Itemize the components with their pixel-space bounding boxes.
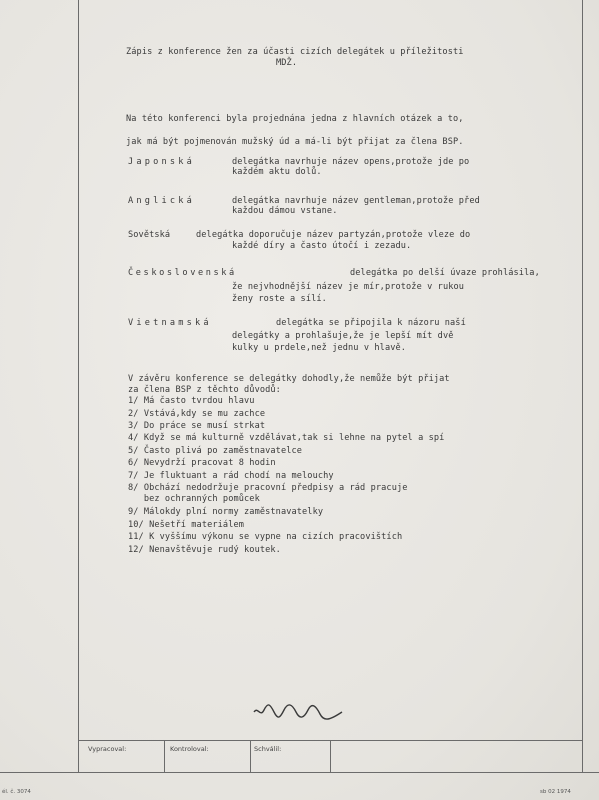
delegate-text-vietnam-3: kulky u prdele,než jednu v hlavě. bbox=[232, 343, 407, 353]
intro-line2: jak má být pojmenován mužský úd a má-li být přijat za člena BSP. bbox=[126, 137, 464, 147]
reason-item: 7/ Je fluktuant a rád chodí na melouchy bbox=[128, 471, 334, 481]
document-title-line1: Zápis z konference žen za účasti cizích delegátek u příležitosti bbox=[126, 47, 464, 57]
reason-item: 8/ Obchází nedodržuje pracovní předpisy a rád pracuje bbox=[128, 483, 408, 493]
delegate-nation-czechoslovakia: Československá bbox=[128, 268, 237, 278]
delegate-text-england-2: každou dámou vstane. bbox=[232, 206, 338, 216]
delegate-text-czechoslovakia-1: delegátka po delší úvaze prohlásila, bbox=[350, 268, 540, 278]
delegate-nation-vietnam: Vietnamská bbox=[128, 318, 212, 328]
conclusion-line2: za člena BSP z těchto důvodů: bbox=[128, 385, 281, 395]
reason-item: 6/ Nevydrží pracovat 8 hodin bbox=[128, 458, 276, 468]
delegate-text-vietnam-2: delegátky a prohlašuje,že je lepší mít dvě bbox=[232, 331, 454, 341]
footer-divider-3 bbox=[330, 740, 331, 772]
delegate-text-japan-1: delegátka navrhuje název opens,protože jde po bbox=[232, 157, 470, 167]
delegate-text-japan-2: každém aktu dolů. bbox=[232, 167, 322, 177]
prepared-by-label: Vypracoval: bbox=[88, 745, 127, 753]
checked-by-label: Kontroloval: bbox=[170, 745, 209, 753]
delegate-text-soviet-1: delegátka doporučuje název partyzán,protože vleze do bbox=[196, 230, 471, 240]
delegate-text-soviet-2: každé díry a často útočí i zezadu. bbox=[232, 241, 412, 251]
form-number-left: él. č. 3074 bbox=[2, 789, 31, 795]
footer-divider-2 bbox=[250, 740, 251, 772]
left-margin-line bbox=[78, 0, 79, 772]
delegate-nation-england: Anglická bbox=[128, 196, 195, 206]
footer-divider-1 bbox=[164, 740, 165, 772]
approved-by-label: Schválil: bbox=[254, 745, 282, 753]
reason-item: 4/ Když se má kulturně vzdělávat,tak si lehne na pytel a spí bbox=[128, 433, 445, 443]
delegate-text-vietnam-1: delegátka se připojila k názoru naší bbox=[276, 318, 466, 328]
reason-item: 5/ Často plivá po zaměstnavatelce bbox=[128, 446, 303, 456]
delegate-text-czechoslovakia-3: ženy roste a sílí. bbox=[232, 294, 327, 304]
handwritten-signature bbox=[250, 700, 350, 726]
delegate-nation-soviet: Sovětská bbox=[128, 230, 171, 240]
reason-item: 9/ Málokdy plní normy zaměstnavatelky bbox=[128, 507, 324, 517]
intro-line1: Na této konferenci byla projednána jedna z hlavních otázek a to, bbox=[126, 114, 464, 124]
right-margin-line bbox=[582, 0, 583, 772]
delegate-text-czechoslovakia-2: že nejvhodnější název je mír,protože v rukou bbox=[232, 282, 465, 292]
delegate-nation-japan: Japonská bbox=[128, 157, 195, 167]
form-number-right: sb 02 1974 bbox=[540, 789, 571, 795]
reason-item: bez ochranných pomůcek bbox=[128, 494, 260, 504]
footer-bottom-line bbox=[0, 772, 599, 773]
reason-item: 10/ Nešetří materiálem bbox=[128, 520, 245, 530]
conclusion-line1: V závěru konference se delegátky dohodly,že nemůže být přijat bbox=[128, 374, 450, 384]
reason-item: 2/ Vstává,kdy se mu zachce bbox=[128, 409, 266, 419]
document-title-line2: MDŽ. bbox=[276, 58, 298, 68]
reason-item: 12/ Nenavštěvuje rudý koutek. bbox=[128, 545, 281, 555]
reason-item: 3/ Do práce se musí strkat bbox=[128, 421, 266, 431]
reason-item: 1/ Má často tvrdou hlavu bbox=[128, 396, 255, 406]
delegate-text-england-1: delegátka navrhuje název gentleman,protože před bbox=[232, 196, 480, 206]
reason-item: 11/ K vyššímu výkonu se vypne na cizích pracovištích bbox=[128, 532, 403, 542]
